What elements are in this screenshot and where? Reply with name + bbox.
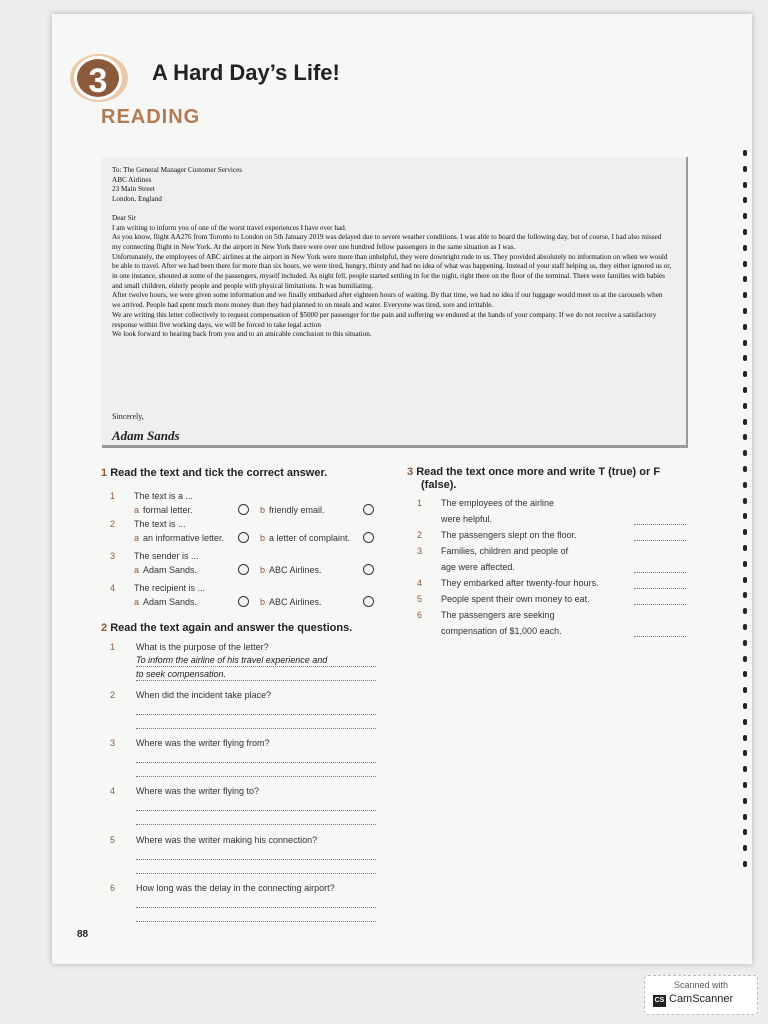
option-letter: b [260, 533, 266, 543]
question-item [110, 583, 380, 595]
answer-text: to seek compensation. [136, 669, 227, 679]
scanner-name: CamScanner [669, 993, 734, 1005]
question-number: 6 [110, 883, 116, 893]
question-number: 2 [110, 519, 116, 529]
statement-text: People spent their own money to eat. [441, 594, 590, 604]
question-item [110, 738, 380, 750]
option-letter: b [260, 597, 266, 607]
question-item [110, 690, 380, 702]
exercise-3-heading [407, 466, 660, 478]
option-b-radio[interactable] [363, 564, 374, 575]
address-line: 23 Main Street [112, 185, 155, 194]
exercise-3-heading-cont: (false). [421, 479, 457, 491]
unit-number-badge: 3 [74, 56, 122, 100]
letter-paragraph: We look forward to hearing back from you and to an amicable conclusion to this situation. [112, 330, 372, 339]
statement-text: The passengers slept on the floor. [441, 530, 577, 540]
answer-line[interactable] [136, 810, 376, 811]
answer-line[interactable] [136, 714, 376, 715]
option-b [260, 505, 325, 515]
statement-number: 4 [417, 578, 423, 588]
exercise-instruction: Read the text once more and write T (true) or F [416, 466, 661, 478]
statement-number: 2 [417, 530, 423, 540]
question-item [110, 551, 380, 563]
question-item [110, 519, 380, 531]
true-false-answer-line[interactable] [634, 588, 686, 589]
option-letter: b [260, 565, 266, 575]
option-text: friendly email. [269, 505, 325, 515]
scanner-caption: Scanned with [673, 980, 729, 990]
option-text: Adam Sands. [143, 565, 198, 575]
answer-line[interactable] [136, 680, 376, 681]
exercise-1-heading [101, 467, 327, 479]
letter-paragraph: We are writing this letter collectively to request compensation of $5000 per passenger for the pain and suffering we endured at the hands of your company. If we do not receive a satisfactory response within five working days, we will be forced to take legal action [112, 310, 657, 329]
letter-closing: Sincerely, [112, 412, 144, 421]
question-number: 2 [110, 690, 116, 700]
true-false-answer-line[interactable] [634, 636, 686, 637]
statement-text: Families, children and people of [441, 546, 569, 556]
option-a-radio[interactable] [238, 564, 249, 575]
exercise-instruction: Read the text and tick the correct answer. [110, 467, 328, 479]
question-text: Where was the writer flying from? [136, 738, 270, 748]
exercise-2-heading [101, 622, 352, 634]
page-number: 88 [77, 929, 89, 940]
question-item [110, 491, 380, 503]
exercise-number: 1 [101, 467, 108, 479]
statement-text: compensation of $1,000 each. [441, 626, 562, 636]
question-number: 4 [110, 786, 116, 796]
answer-line[interactable] [136, 921, 376, 922]
option-a [134, 505, 193, 515]
question-item [110, 642, 380, 654]
option-b [260, 565, 322, 575]
question-number: 1 [110, 642, 116, 652]
scanner-watermark [644, 975, 758, 1015]
question-stem: The recipient is ... [134, 583, 206, 593]
letter-paragraph: As you know, flight AA276 from Toronto to London on 5th January 2019 was delayed due to severe weather conditions. I was able to board the following day, but of course, I had also missed my connecting flight in New York. At the airport in New York there were over one hundred fellow passengers in the same situation as I was. [112, 233, 662, 251]
option-text: ABC Airlines. [269, 565, 322, 575]
option-b [260, 597, 322, 607]
option-a [134, 565, 197, 575]
true-false-answer-line[interactable] [634, 524, 686, 525]
statement-text: The passengers are seeking [441, 610, 555, 620]
option-a-radio[interactable] [238, 596, 249, 607]
letter-signature: Adam Sands [112, 428, 180, 443]
option-b-radio[interactable] [363, 596, 374, 607]
letter-paragraph: I am writing to inform you of one of the worst travel experiences I have ever had. [112, 223, 347, 232]
question-stem: The text is ... [134, 519, 186, 529]
option-text: formal letter. [143, 505, 193, 515]
answer-line[interactable] [136, 776, 376, 777]
question-text: Where was the writer flying to? [136, 786, 260, 796]
answer-line[interactable] [136, 824, 376, 825]
question-item [110, 786, 380, 798]
question-text: When did the incident take place? [136, 690, 272, 700]
answer-line[interactable] [136, 859, 376, 860]
answer-line[interactable] [136, 907, 376, 908]
question-number: 5 [110, 835, 116, 845]
true-false-answer-line[interactable] [634, 572, 686, 573]
exercise-number: 2 [101, 622, 108, 634]
statement-text: age were affected. [441, 562, 515, 572]
question-text: Where was the writer making his connection? [136, 835, 318, 845]
binding-holes [740, 150, 752, 870]
question-item [110, 883, 380, 895]
option-b-radio[interactable] [363, 504, 374, 515]
option-text: ABC Airlines. [269, 597, 322, 607]
address-line: ABC Airlines [112, 175, 152, 184]
question-number: 4 [110, 583, 116, 593]
option-text: an informative letter. [143, 533, 225, 543]
true-false-answer-line[interactable] [634, 604, 686, 605]
statement-text: They embarked after twenty-four hours. [441, 578, 599, 588]
answer-line[interactable] [136, 728, 376, 729]
option-a-radio[interactable] [238, 532, 249, 543]
option-letter: b [260, 505, 266, 515]
question-text: What is the purpose of the letter? [136, 642, 269, 652]
statement-number: 1 [417, 498, 423, 508]
camscanner-logo-icon: CS [653, 995, 666, 1007]
option-letter: a [134, 565, 140, 575]
exercise-number: 3 [407, 466, 414, 478]
question-number: 3 [110, 738, 116, 748]
section-heading: READING [101, 106, 201, 128]
option-a [134, 533, 224, 543]
question-stem: The text is a ... [134, 491, 194, 501]
letter-text [112, 166, 672, 340]
option-text: a letter of complaint. [269, 533, 351, 543]
statement-text: were helpful. [441, 514, 493, 524]
unit-title: A Hard Day’s Life! [152, 60, 340, 85]
statement-number: 3 [417, 546, 423, 556]
option-letter: a [134, 533, 140, 543]
statement-text: The employees of the airline [441, 498, 555, 508]
option-b [260, 533, 350, 543]
option-a [134, 597, 197, 607]
answer-line[interactable] [136, 666, 376, 667]
question-item [110, 835, 380, 847]
letter-paragraph: After twelve hours, we were given some information and we finally embarked after eighteen hours of waiting. By that time, we had no idea if our luggage would meet us at the carousels when we arrived. People had spent much more money than they had planned to on meals and water. Everyone was tired, sore and irritable. [112, 291, 663, 310]
statement-number: 5 [417, 594, 423, 604]
salutation: Dear Sir [112, 213, 137, 222]
option-letter: a [134, 505, 140, 515]
question-number: 1 [110, 491, 116, 501]
exercise-instruction: Read the text again and answer the questions. [110, 622, 353, 634]
answer-text: To inform the airline of his travel experience and [136, 655, 328, 665]
statement-number: 6 [417, 610, 423, 620]
option-b-radio[interactable] [363, 532, 374, 543]
true-false-answer-line[interactable] [634, 540, 686, 541]
answer-line[interactable] [136, 762, 376, 763]
letter-paragraph: Unfortunately, the employees of ABC airlines at the airport in New York were more than unhelpful, they were downright rude to us. They provided absolutely no information on when we would be able to travel. After we had been there for more than six hours, we were tired, hungry, thirsty and had no idea of what was happening. Instead of your staff helping us, they either ignored us or, in one instance, shouted at some of the passengers, myself included. As night fell, people started settling in for the night, right there on the floor of the terminal. There were families with babies and small children, elderly people and people with physical limitations. It was humiliating. [112, 252, 672, 290]
address-line: London, England [112, 195, 162, 204]
address-line: To: The General Manager Customer Services [112, 166, 243, 174]
question-text: How long was the delay in the connecting airport? [136, 883, 335, 893]
question-number: 3 [110, 551, 116, 561]
option-letter: a [134, 597, 140, 607]
question-stem: The sender is ... [134, 551, 199, 561]
option-text: Adam Sands. [143, 597, 198, 607]
answer-line[interactable] [136, 873, 376, 874]
option-a-radio[interactable] [238, 504, 249, 515]
